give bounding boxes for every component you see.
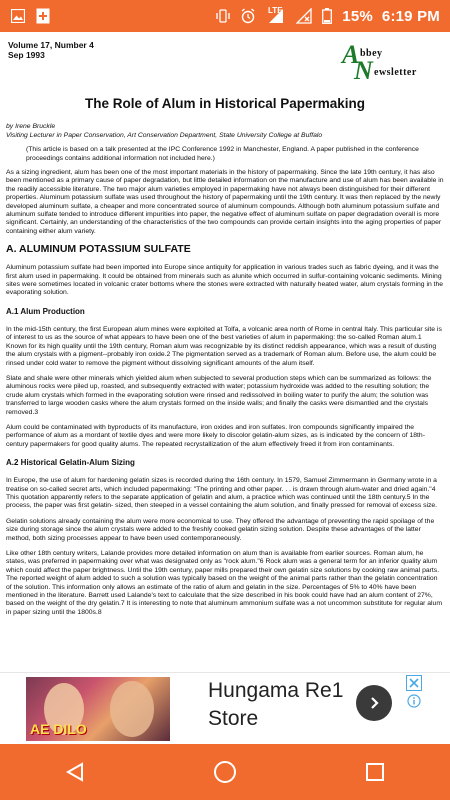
- status-bar: [0, 0, 450, 32]
- author-name: by Irene Bruckle: [6, 123, 56, 130]
- navigation-bar: [0, 744, 450, 800]
- a2-paragraph-3: Like other 18th century writers, Lalande provides more detailed information on alum than is available from earlier sources. Roman alum, he states, was preferred in papermaking over what was designated only as "rock alum."6 Rock alum was a general term for an inferior quality alum which could affect the paper brightness. Until the 19th century, paper mills prepared their own gelatin size solutions by cooking raw animal parts. The reported weight of alum added to such a solution was typically based on the weight of the animal parts rather than the gelatin concentration of the solution. This information only allows an estimate of the ratio of alum and gelatin in the size. Percentages of 5% to 40% have been mentioned in the literature. Barrett used Lalande's text to calculate that the size described in his book could have had an alum content of 27%, based on the weight of the dry gelatin.7 It is interesting to note that aluminum ammonium sulfate was a not uncommon substitute for regular alum in paper sizing until the 1800s.8: [6, 550, 442, 616]
- ad-headline[interactable]: [208, 677, 343, 733]
- gallery-icon: [10, 8, 26, 24]
- ad-banner[interactable]: [0, 672, 450, 744]
- alarm-icon: [240, 8, 256, 24]
- a2-paragraph-2: Gelatin solutions already containing the alum were more economical to use. They offered the advantage of preventing the rapid spoilage of the size during storage since the alum crystals were added to the freshly cooked gelatin sizing solution. Despite these advantages of the latter method, both sizing processes appear to have been used contemporaneously.: [6, 517, 435, 542]
- logo-word-1: bbey: [360, 48, 383, 59]
- add-icon: [35, 8, 51, 24]
- network-label: LTE: [268, 5, 283, 15]
- issue-volume: Volume 17, Number 4: [8, 40, 94, 50]
- status-right: [215, 5, 440, 25]
- logo-word-2: ewsletter: [374, 67, 417, 78]
- chevron-right-icon: [366, 695, 382, 711]
- signal-icon: [265, 5, 287, 24]
- newsletter-logo: [342, 40, 438, 86]
- ad-open-button[interactable]: [356, 685, 392, 721]
- ad-headline-line1: Hungama Re1: [208, 679, 344, 702]
- intro-paragraph: As a sizing ingredient, alum has been one of the most important materials in the history of papermaking. Since the late 19th century, it has also been mentioned as a primary cause of paper degradation, but little detailed information on the manufacture and use of alum has been available in the readily accessible literature. The two major alum varieties employed in papermaking have not always been distinguished for their different properties. Aluminum potassium sulfate was used throughout the history of papermaking until the 19th century. It was then replaced by the newly developed aluminum sulfate, a cheaper and more concentrated source of aluminum compounds. Although both aluminum potassium sulfate and aluminum sulfate tended to introduce different impurities into paper, the negative effect of aluminum sulfate on paper degradation overall is more significant. Certainly, an understanding of the characteristics of the two compounds can provide certain insights into the aging properties of paper containing either alum variety.: [6, 169, 444, 235]
- issue-info: [8, 40, 94, 60]
- document-header: [4, 32, 446, 90]
- recents-button[interactable]: [345, 744, 405, 800]
- home-button[interactable]: [195, 744, 255, 800]
- subsection-a2-heading: A.2 Historical Gelatin-Alum Sizing: [6, 458, 135, 468]
- article-title: The Role of Alum in Historical Papermaking: [84, 96, 366, 111]
- author-block: [4, 123, 446, 140]
- ad-image[interactable]: [26, 677, 170, 741]
- info-icon: [407, 694, 421, 708]
- section-a-paragraph: Aluminum potassium sulfate had been imported into Europe since antiquity for application in various trades such as fabric dyeing, and it was the first alum used in papermaking. It could be obtained from minerals such as alunite which occurred in sulfur-containing volcanic sediments. Mining sites were sometimes located in volcanic crater bottoms where the stones were extracted with naturally heated water, alum crystals forming in the evaporating solution.: [6, 264, 444, 297]
- clock: 6:19 PM: [381, 7, 440, 25]
- battery-icon: [321, 8, 333, 24]
- vibrate-icon: [215, 8, 231, 24]
- document-view[interactable]: [0, 32, 450, 672]
- a1-paragraph-3: Alum could be contaminated with byproducts of its manufacture, iron oxides and iron sulfates. Iron compounds significantly impaired the performance of alum as a mordant of textile dyes and were more likely to discolor gelatin-alum sizes, as is indicated by the concern of 18th-century papermakers for good quality alums. The repeated recrystallization of the alum effectively freed it from iron contaminants.: [6, 423, 425, 448]
- no-sim-icon: [296, 8, 312, 24]
- logo-letter-a: A: [342, 40, 360, 69]
- a1-paragraph-1: In the mid-15th century, the first European alum mines were exploited at Tolfa, a volcanic area north of Rome in central Italy. This particular site is of interest to us as the source of what appears to have been one of the best varieties of alum in papermaking: the so-called Roman alum.1 Known for its high quality until the 19th century, Roman alum was recognizable by its distinct reddish appearance, which was a result of dusting the alum crystals with a pigment--probably iron oxide.2 The pigmentation served as a trademark of Roman alum. Before use, the alum could be rinsed under cold water to remove the pigment without dissolving significant amounts of the alum itself.: [6, 325, 442, 367]
- back-triangle-icon: [64, 761, 86, 783]
- back-button[interactable]: [45, 744, 105, 800]
- author-affiliation: Visiting Lecturer in Paper Conservation, Art Conservation Department, State University College at Buffalo: [6, 131, 323, 139]
- ad-face-right: [110, 681, 154, 737]
- home-circle-icon: [213, 760, 237, 784]
- recents-square-icon: [365, 762, 385, 782]
- article-note: (This article is based on a talk presented at the IPC Conference 1992 in Manchester, England. A paper published in the conference proceedings contains additional information not included here.): [26, 146, 419, 162]
- battery-percent: 15%: [342, 7, 373, 25]
- logo-letter-n: N: [354, 56, 373, 85]
- ad-close-button[interactable]: [406, 675, 422, 691]
- section-a-heading: A. ALUMINUM POTASSIUM SULFATE: [6, 243, 191, 256]
- a1-paragraph-2: Slate and shale were other minerals which yielded alum when subjected to several production steps which can be summarized as follows: the aluminous rocks were piled up, roasted, and subsequently extracted with water; potassium hydroxide was added to the resulting solution; the crude alum crystals which formed in the evaporating solution were rinsed and redissolved in boiling water to purify the alum; the solution was transferred to large wooden casks where the alum crystals formed on the inside walls; and finally the casks were dismantled and the crystals removed.3: [6, 374, 432, 416]
- ad-headline-line2: Store: [208, 707, 259, 730]
- close-icon: [409, 678, 419, 688]
- ad-info-button[interactable]: [406, 693, 422, 709]
- issue-date: Sep 1993: [8, 50, 45, 60]
- status-left: [10, 8, 51, 24]
- a2-paragraph-1: In Europe, the use of alum for hardening gelatin sizes is recorded during the 16th century. In 1579, Samuel Zimmermann in Germany wrote in a treatise on so-called secret arts, which included papermaking: "The printing and other paper. . . is drawn through alum-water and dried again."4 This quotation apparently refers to the separate application of gelatin and alum, a practice which was continued until the 18th century.5 In the process, the paper was first gelatin- sized, then steeped in a vessel containing the alum solution, and finally pressed for removal of excess size.: [6, 477, 438, 510]
- ad-brand-text: AE DILO: [30, 721, 87, 737]
- subsection-a1-heading: A.1 Alum Production: [6, 306, 85, 316]
